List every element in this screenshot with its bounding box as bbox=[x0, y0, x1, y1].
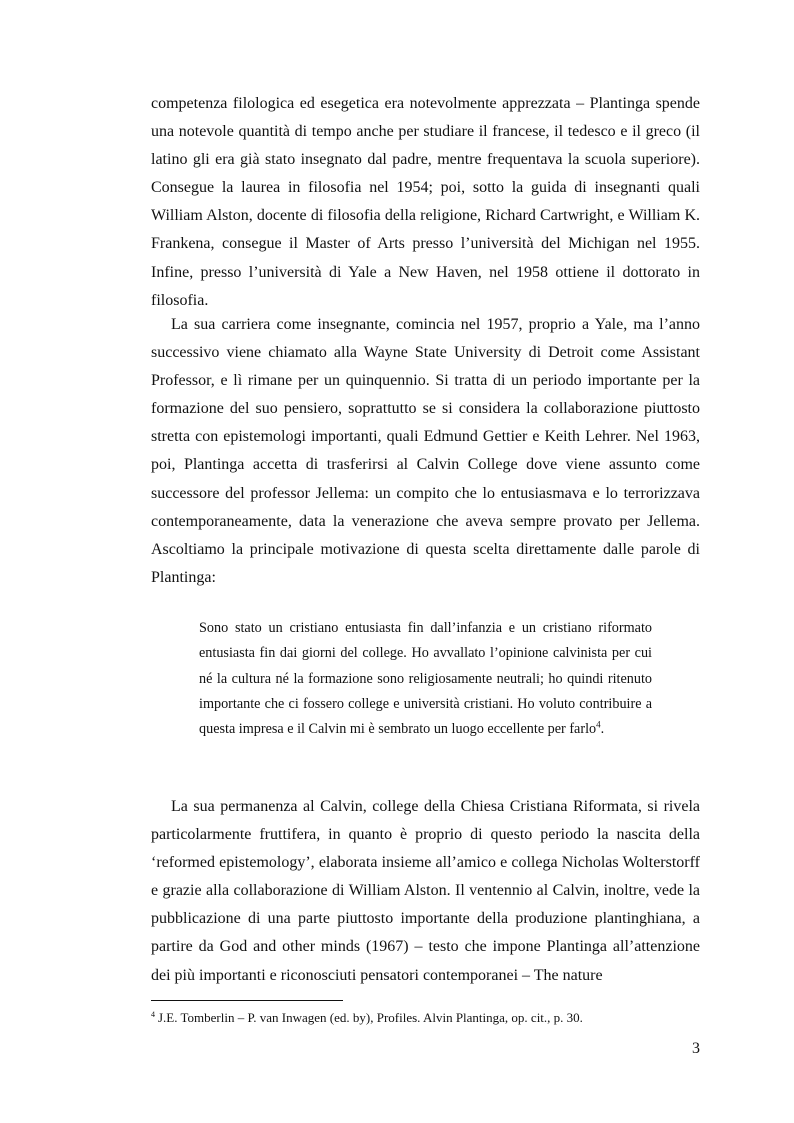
block-quote-text bbox=[199, 616, 652, 742]
footnote-reference[interactable]: 4 bbox=[596, 719, 601, 730]
block-quote-body: Sono stato un cristiano entusiasta fin dall’infanzia e un cristiano riformato entusiasta fin dai giorni del college. Ho avvallato l’opinione calvinista per cui né la cultura né la formazione sono religiosamente neutrali; ho quindi ritenuto importante che ci fossero college e università cristiani. Ho voluto contribuire a questa impresa e il Calvin mi è sembrato un luogo eccellente per farlo bbox=[199, 620, 652, 738]
paragraph-2-text: La sua carriera come insegnante, comincia nel 1957, proprio a Yale, ma l’anno successivo viene chiamato alla Wayne State University di Detroit come Assistant Professor, e lì rimane per un quinquennio. Si tratta di un periodo importante per la formazione del suo pensiero, soprattutto se si considera la collaborazione piuttosto stretta con epistemologi importanti, quali Edmund Gettier e Keith Lehrer. Nel 1963, poi, Plantinga accetta di trasferirsi al Calvin College dove viene assunto come successore del professor Jellema: un compito che lo entusiasmava e lo terrorizzava contemporaneamente, data la venerazione che aveva sempre provato per Jellema. Ascoltiamo la principale motivazione di questa scelta direttamente dalle parole di Plantinga: bbox=[151, 316, 700, 586]
footnote bbox=[151, 1009, 700, 1026]
paragraph-1-text: competenza filologica ed esegetica era notevolmente apprezzata – Plantinga spende una notevole quantità di tempo anche per studiare il francese, il tedesco e il greco (il latino gli era già stato insegnato dal padre, mentre frequentava la scuola superiore). Consegue la laurea in filosofia nel 1954; poi, sotto la guida di insegnanti quali William Alston, docente di filosofia della religione, Richard Cartwright, e William K. Frankena, consegue il Master of Arts presso l’università del Michigan nel 1955. Infine, presso l’università di Yale a New Haven, nel 1958 ottiene il dottorato in filosofia. bbox=[151, 95, 700, 309]
paragraph-1 bbox=[151, 90, 700, 315]
footnote-text: J.E. Tomberlin – P. van Inwagen (ed. by), Profiles. Alvin Plantinga, op. cit., p. 30. bbox=[158, 1010, 583, 1025]
block-quote bbox=[199, 616, 652, 742]
footnote-number: 4 bbox=[151, 1009, 155, 1019]
block-quote-end: . bbox=[600, 721, 605, 738]
paragraph-3 bbox=[151, 793, 700, 990]
page-number: 3 bbox=[692, 1040, 700, 1057]
paragraph-3-text: La sua permanenza al Calvin, college della Chiesa Cristiana Riformata, si rivela particolarmente fruttifera, in quanto è proprio di questo periodo la nascita della ‘reformed epistemology’, elaborata insieme all’amico e collega Nicholas Wolterstorff e grazie alla collaborazione di William Alston. Il ventennio al Calvin, inoltre, vede la pubblicazione di una parte piuttosto importante della produzione plantinghiana, a partire da God and other minds (1967) – testo che impone Plantinga all’attenzione dei più importanti e riconosciuti pensatori contemporanei – The nature bbox=[151, 798, 700, 984]
footnote-separator bbox=[151, 1000, 343, 1001]
paragraph-2 bbox=[151, 311, 700, 592]
